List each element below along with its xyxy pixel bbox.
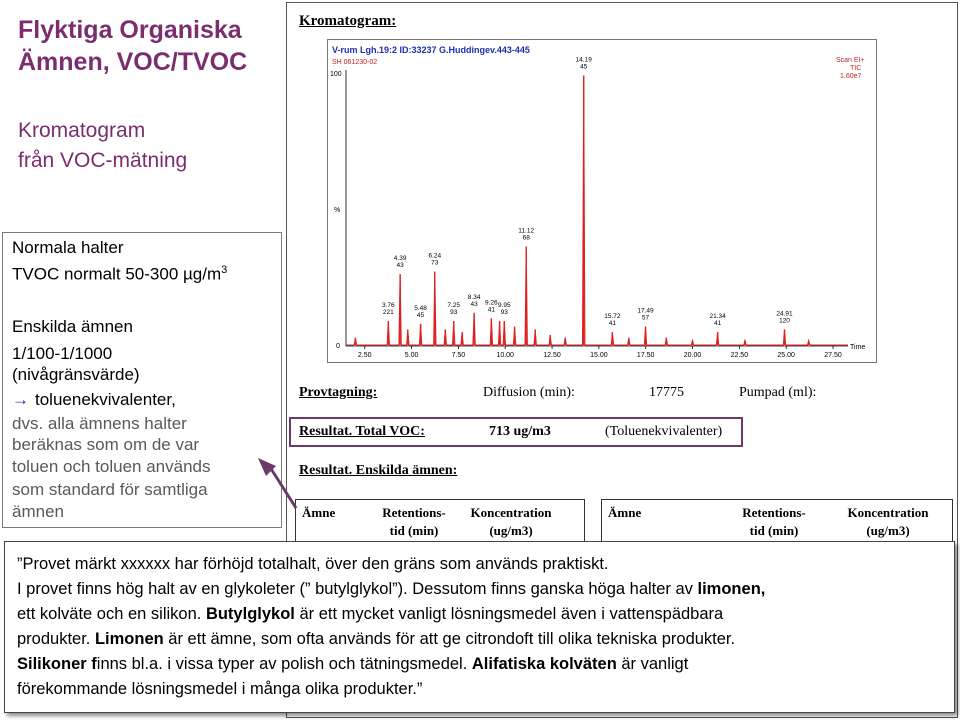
x-tick-label: 7.50: [451, 352, 466, 359]
run-code-text: SH 061230-02: [332, 59, 378, 66]
col-substance: Ämne: [608, 505, 642, 520]
chromatogram-heading: Kromatogram:: [299, 13, 397, 29]
result-total-label: Resultat. Total VOC:: [299, 424, 425, 439]
time-label: Time: [850, 344, 866, 351]
peak-rt-label: 9.95: [497, 302, 511, 310]
peak-value-label: 68: [522, 234, 530, 242]
y-top-label: 100: [330, 71, 342, 78]
col-concentration: Koncentration (ug/m3): [470, 505, 552, 538]
x-ticks-layer: [358, 346, 842, 359]
arrow-right-icon: →: [12, 390, 29, 409]
callout-line-3: ett kolväte och en silikon. Butylglykol är ett mycket vanligt lösningsmedel även i vattenspädbara: [17, 605, 724, 623]
x-tick-label: 22.50: [730, 352, 749, 359]
pump-label: Pumpad (ml):: [739, 385, 817, 400]
x-tick-label: 17.50: [636, 352, 655, 359]
peak-rt-label: 17.49: [637, 307, 654, 315]
col-retention: Retentions- tid (min): [382, 505, 446, 538]
peak-value-label: 41: [714, 320, 722, 328]
x-tick-label: 12.50: [543, 352, 561, 359]
normal-heading: Normala halter: [12, 238, 124, 257]
callout-line-6: förekommande lösningsmedel i många olika produkter.”: [17, 680, 423, 698]
title-line-1: Flyktiga Organiska: [18, 16, 242, 44]
col-retention: Retentions- tid (min): [742, 505, 806, 538]
peak-value-label: 43: [396, 262, 404, 270]
x-tick-label: 15.00: [590, 352, 608, 359]
diffusion-label: Diffusion (min):: [483, 385, 575, 400]
info-box: [2, 232, 282, 528]
peak-rt-label: 8.34: [467, 293, 481, 301]
result-total-value: 713 ug/m3: [489, 424, 551, 439]
page-title: [18, 14, 283, 78]
col-concentration: Koncentration (ug/m3): [847, 505, 929, 538]
tvoc-text: TVOC normalt 50-300 µg/m: [12, 264, 222, 284]
peaks-layer: [346, 57, 848, 345]
callout-line-5: Silikoner finns bl.a. i vissa typer av polish och tätningsmedel. Alifatiska kolväten är vanligt: [17, 655, 689, 673]
y-zero-label: 0: [336, 343, 340, 350]
peak-rt-label: 3.76: [382, 302, 395, 310]
callout-line-1: ”Provet märkt xxxxxx har förhöjd totalhalt, över den gräns som används praktiskt.: [17, 555, 609, 573]
x-tick-label: 27.50: [824, 352, 842, 359]
subtitle-line-2: från VOC-mätning: [18, 149, 188, 172]
peak-value-label: 45: [416, 311, 425, 319]
peak-rt-label: 21.34: [709, 313, 726, 321]
explanation-line-4: som standard för samtliga: [12, 480, 208, 499]
tvoc-line: [12, 260, 227, 285]
peak-value-label: 93: [450, 309, 458, 317]
y-unit-label: %: [334, 207, 341, 214]
callout-line-4: produkter. Limonen är ett ämne, som ofta används för att ge citrondoft till olika tekniska produkter.: [17, 630, 736, 648]
x-tick-label: 2.50: [357, 352, 372, 359]
col-substance: Ämne: [302, 505, 336, 520]
single-heading: Enskilda ämnen: [12, 317, 133, 336]
result-single-label: Resultat. Enskilda ämnen:: [299, 463, 458, 478]
interpretation-callout: [4, 541, 955, 713]
x-tick-label: 25.00: [777, 352, 795, 359]
peak-value-label: 41: [608, 320, 616, 328]
scan-label: Scan EI+: [836, 57, 865, 64]
chromatogram-svg: [328, 40, 876, 362]
peak-value-label: 73: [431, 259, 439, 267]
explanation-line-1: dvs. alla ämnens halter: [12, 414, 187, 433]
explanation-line-5: ämnen: [12, 502, 64, 521]
equiv-line: [12, 389, 176, 410]
peak-rt-label: 5.48: [414, 304, 427, 312]
title-line-2: Ämnen, VOC/TVOC: [18, 48, 248, 76]
peak-value-label: 57: [641, 314, 650, 322]
subtitle: [18, 116, 187, 176]
provtagning-label: Provtagning:: [299, 385, 378, 400]
peak-rt-label: 7.25: [447, 302, 461, 310]
tic-label: TIC: [850, 65, 862, 72]
chromatogram-chart: [327, 39, 877, 363]
peak-value-label: 43: [470, 300, 478, 308]
x-tick-label: 20.00: [683, 352, 702, 359]
ratio-text: 1/100-1/1000: [12, 344, 113, 363]
tvoc-sup: 3: [221, 264, 228, 276]
peak-rt-label: 4.39: [393, 255, 407, 263]
sample-id-text: V-rum Lgh.19:2 ID:33237 G.Huddingev.443-445: [332, 45, 530, 55]
peak-rt-label: 6.24: [428, 252, 442, 260]
x-tick-label: 5.00: [404, 352, 419, 359]
explanation-line-3: toluen och toluen används: [12, 457, 211, 476]
x-tick-label: 10.00: [496, 352, 514, 359]
subtitle-line-1: Kromatogram: [18, 119, 146, 142]
peak-rt-label: 9.26: [485, 299, 498, 307]
explanation-line-2: beräknas som om de var: [12, 435, 200, 454]
intensity-label: 1.60e7: [840, 73, 862, 80]
peak-value-label: 93: [500, 309, 508, 317]
peak-rt-label: 11.12: [518, 227, 535, 235]
diffusion-value: 17775: [649, 385, 684, 400]
equiv-text: toluenekvivalenter,: [35, 390, 176, 409]
peak-rt-label: 15.72: [604, 313, 621, 321]
peak-rt-label: 14.19: [575, 56, 592, 64]
limit-text: (nivågränsvärde): [12, 365, 140, 384]
callout-line-2: I provet finns hög halt av en glykoleter (” butylglykol”). Dessutom finns ganska höga halter av limonen,: [17, 580, 766, 598]
peak-value-label: 120: [779, 317, 790, 325]
result-total-note: (Toluenekvivalenter): [605, 424, 723, 439]
peak-rt-label: 24.91: [776, 310, 793, 318]
peak-value-label: 41: [487, 306, 495, 314]
peak-value-label: 221: [382, 309, 394, 317]
peak-value-label: 45: [580, 63, 588, 71]
